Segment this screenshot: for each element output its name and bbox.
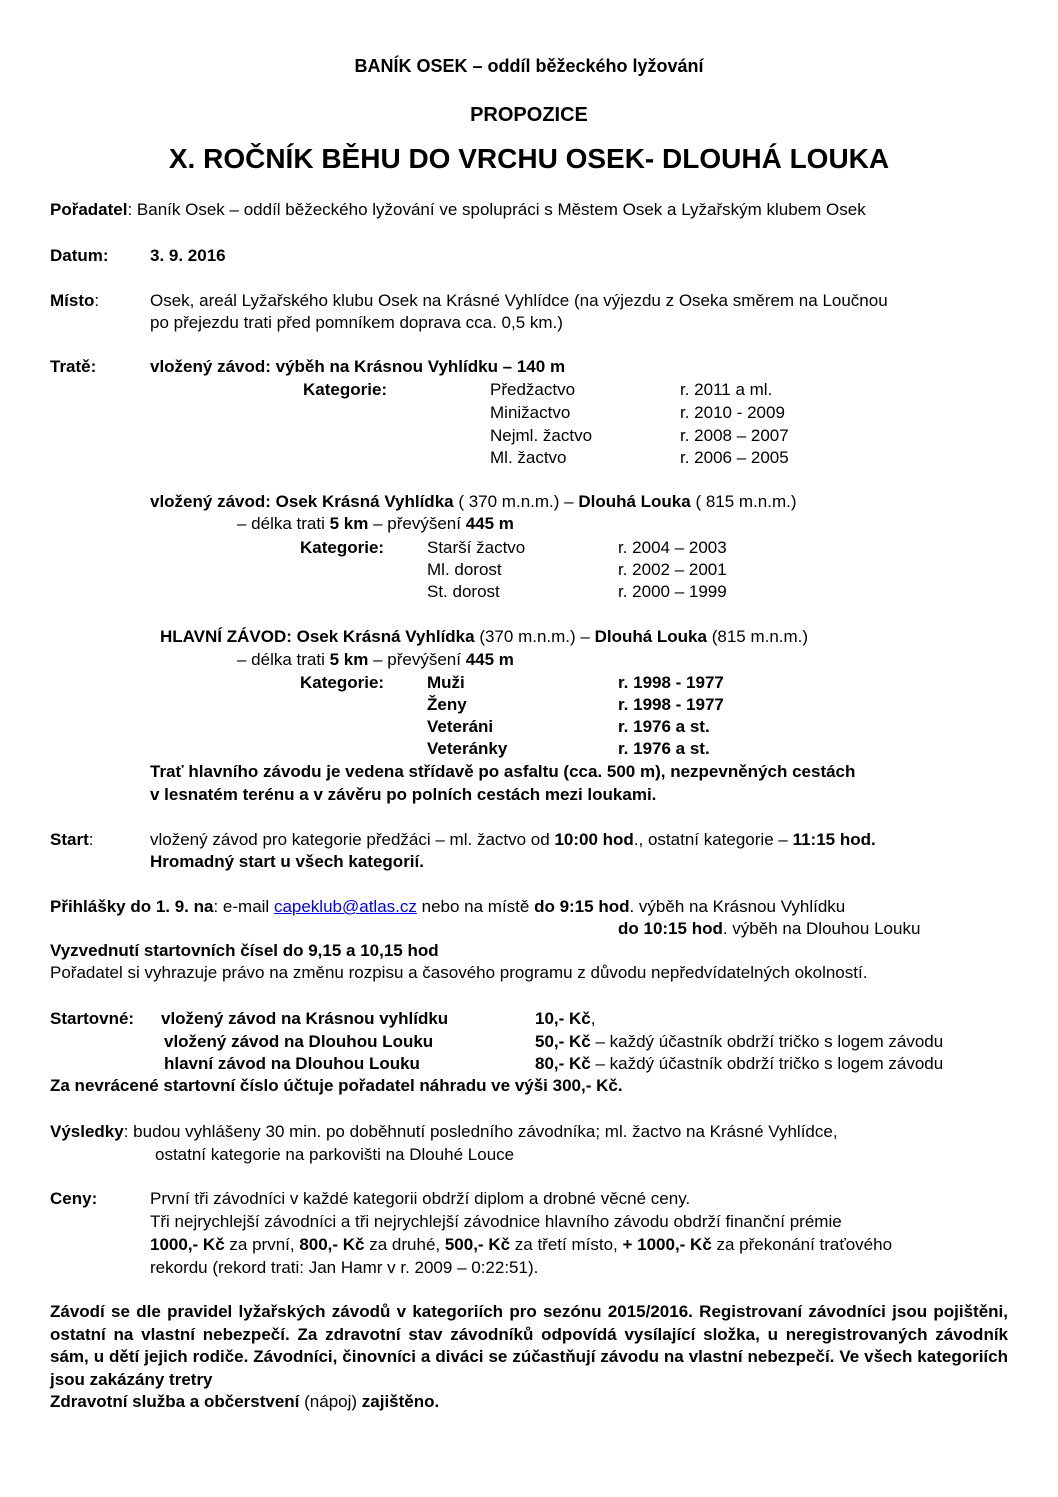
race3-category-label: Kategorie: bbox=[300, 673, 385, 692]
place-label: Místo bbox=[50, 291, 95, 310]
fee-price: 10,- Kč bbox=[535, 1009, 591, 1028]
start-text-a: vložený závod pro kategorie předžáci – ml. žactvo od bbox=[150, 830, 555, 849]
fee-name: vložený závod na Krásnou vyhlídku bbox=[161, 1009, 449, 1028]
race3-title-c: Dlouhá Louka bbox=[594, 627, 707, 646]
results-line-1 bbox=[50, 1121, 838, 1143]
registration-line-1 bbox=[50, 896, 845, 918]
number-pickup: Vyzvednutí startovních čísel do 9,15 a 10,15 hod bbox=[50, 941, 439, 960]
start-line-1 bbox=[150, 829, 876, 851]
race3-spec bbox=[237, 649, 514, 671]
results-label: Výsledky bbox=[50, 1122, 124, 1141]
start-time-2: 11:15 hod. bbox=[792, 830, 876, 849]
prizes-label: Ceny: bbox=[50, 1189, 98, 1208]
race3-category-years: r. 1998 - 1977 bbox=[618, 673, 724, 692]
start-label: Start bbox=[50, 830, 89, 849]
prizes-line-1: První tři závodníci v každé kategorii obdrží diplom a drobné věcné ceny. bbox=[150, 1189, 691, 1208]
registration-text-b: nebo na místě bbox=[416, 897, 535, 916]
race1-category-years: r. 2011 a ml. bbox=[680, 380, 773, 399]
race1-category-years: r. 2008 – 2007 bbox=[680, 426, 789, 445]
race3-category-name: Muži bbox=[427, 673, 465, 692]
race3-spec-d: 445 m bbox=[465, 650, 514, 669]
prize-amount: 1000,- Kč bbox=[150, 1235, 225, 1254]
results-text-1: : budou vyhlášeny 30 min. po doběhnutí posledního závodníka; ml. žactvo na Krásné Vyhlídce, bbox=[123, 1122, 838, 1141]
prize-text: za druhé, bbox=[364, 1235, 445, 1254]
race3-category-name: Ženy bbox=[427, 695, 467, 714]
race2-spec-d: 445 m bbox=[465, 514, 514, 533]
race2-category-name: St. dorost bbox=[427, 582, 500, 601]
fee-note: – každý účastník obdrží tričko s logem závodu bbox=[590, 1032, 944, 1051]
registration-label: Přihlášky do 1. 9. na bbox=[50, 897, 214, 916]
race2-title-d: ( 815 m.n.m.) bbox=[690, 492, 797, 511]
race2-spec bbox=[237, 513, 514, 535]
start-label-row bbox=[50, 829, 93, 851]
rules-paragraph bbox=[50, 1301, 1008, 1414]
prize-amount: 500,- Kč bbox=[444, 1235, 511, 1254]
race3-spec-b: 5 km bbox=[329, 650, 369, 669]
date-label: Datum: bbox=[50, 246, 109, 265]
race3-category-years: r. 1976 a st. bbox=[618, 739, 710, 758]
fee-row bbox=[535, 1053, 943, 1075]
place-colon: : bbox=[94, 291, 100, 310]
registration-text-f: . výběh na Dlouhou Louku bbox=[722, 919, 921, 938]
fee-name: vložený závod na Dlouhou Louku bbox=[164, 1032, 434, 1051]
rules-health-text: Zdravotní služba a občerstvení bbox=[50, 1392, 305, 1411]
race2-category-years: r. 2004 – 2003 bbox=[618, 538, 727, 557]
race1-category-name: Předžactvo bbox=[490, 380, 576, 399]
start-line-2: Hromadný start u všech kategorií. bbox=[150, 852, 424, 871]
email-link[interactable]: capeklub@atlas.cz bbox=[273, 897, 417, 916]
start-colon: : bbox=[88, 830, 94, 849]
prize-amount: 800,- Kč bbox=[299, 1235, 365, 1254]
rules-drink-note: (nápoj) bbox=[304, 1392, 358, 1411]
race3-title-a: HLAVNÍ ZÁVOD: Osek Krásná Vyhlídka bbox=[160, 627, 475, 646]
race3-spec-a: – délka trati bbox=[237, 650, 330, 669]
prizes-line-2: Tři nejrychlejší závodníci a tři nejrychlejší závodnice hlavního závodu obdrží finanční prémie bbox=[150, 1212, 842, 1231]
race2-title bbox=[150, 491, 797, 513]
race2-category-name: Starší žactvo bbox=[427, 538, 526, 557]
organizer-text: : Baník Osek – oddíl běžeckého lyžování ve spolupráci s Městem Osek a Lyžařským klubem Osek bbox=[127, 200, 866, 219]
organizer-row bbox=[50, 199, 866, 221]
fee-row bbox=[535, 1008, 595, 1030]
document-title: X. ROČNÍK BĚHU DO VRCHU OSEK- DLOUHÁ LOUKA bbox=[168, 143, 890, 174]
prize-amount: + 1000,- Kč bbox=[622, 1235, 712, 1254]
race1-title: vložený závod: výběh na Krásnou Vyhlídku – 140 m bbox=[150, 357, 566, 376]
race3-title-d: (815 m.n.m.) bbox=[706, 627, 809, 646]
race2-spec-c: – převýšení bbox=[368, 514, 466, 533]
prize-text: za první, bbox=[224, 1235, 300, 1254]
date-value: 3. 9. 2016 bbox=[150, 246, 226, 265]
rules-end-text: zajištěno. bbox=[357, 1392, 440, 1411]
prizes-line-4: rekordu (rekord trati: Jan Hamr v r. 2009 – 0:22:51). bbox=[150, 1258, 539, 1277]
race3-category-name: Veteráni bbox=[427, 717, 494, 736]
race3-category-name: Veteránky bbox=[427, 739, 508, 758]
race3-title-b: (370 m.n.m.) – bbox=[474, 627, 595, 646]
prize-text: za překonání traťového bbox=[711, 1235, 893, 1254]
organizer-reserve: Pořadatel si vyhrazuje právo na změnu rozpisu a časového programu z důvodu nepředvídatelných okolností. bbox=[50, 963, 868, 982]
race2-title-c: Dlouhá Louka bbox=[578, 492, 691, 511]
race3-title bbox=[160, 626, 808, 648]
race1-category-label: Kategorie: bbox=[303, 380, 388, 399]
fee-penalty: Za nevrácené startovní číslo účtuje pořadatel náhradu ve výši 300,- Kč. bbox=[50, 1076, 623, 1095]
fee-note: , bbox=[590, 1009, 596, 1028]
race3-note-line-2: v lesnatém terénu a v závěru po polních cestách mezi loukami. bbox=[150, 785, 657, 804]
fee-price: 80,- Kč bbox=[535, 1054, 591, 1073]
place-line-1: Osek, areál Lyžařského klubu Osek na Krásné Vyhlídce (na výjezdu z Oseka směrem na Loučnou bbox=[150, 291, 888, 310]
fee-price: 50,- Kč bbox=[535, 1032, 591, 1051]
race3-category-years: r. 1976 a st. bbox=[618, 717, 710, 736]
prizes-line-3 bbox=[150, 1234, 892, 1256]
race1-category-years: r. 2010 - 2009 bbox=[680, 403, 785, 422]
place-line-2: po přejezdu trati před pomníkem doprava cca. 0,5 km.) bbox=[150, 313, 563, 332]
race2-category-name: Ml. dorost bbox=[427, 560, 502, 579]
fee-note: – každý účastník obdrží tričko s logem závodu bbox=[590, 1054, 944, 1073]
registration-line-2 bbox=[618, 918, 920, 940]
race1-category-years: r. 2006 – 2005 bbox=[680, 448, 789, 467]
organizer-label: Pořadatel bbox=[50, 200, 128, 219]
fee-name: hlavní závod na Dlouhou Louku bbox=[164, 1054, 420, 1073]
club-name: BANÍK OSEK – oddíl běžeckého lyžování bbox=[354, 56, 704, 76]
registration-deadline-1: do 9:15 hod bbox=[534, 897, 630, 916]
race2-category-label: Kategorie: bbox=[300, 538, 385, 557]
race2-spec-a: – délka trati bbox=[237, 514, 330, 533]
race1-category-name: Nejml. žactvo bbox=[490, 426, 593, 445]
fee-row bbox=[535, 1031, 943, 1053]
race2-title-a: vložený závod: Osek Krásná Vyhlídka bbox=[150, 492, 454, 511]
registration-text-a: : e-mail bbox=[213, 897, 274, 916]
results-line-2: ostatní kategorie na parkovišti na Dlouhé Louce bbox=[155, 1145, 515, 1164]
race2-category-years: r. 2000 – 1999 bbox=[618, 582, 727, 601]
place-label-row bbox=[50, 290, 99, 312]
race3-note-line-1: Trať hlavního závodu je vedena střídavě po asfaltu (cca. 500 m), nezpevněných cestách bbox=[150, 762, 856, 781]
race2-spec-b: 5 km bbox=[329, 514, 369, 533]
start-text-c: ., ostatní kategorie – bbox=[633, 830, 793, 849]
tracks-label: Tratě: bbox=[50, 357, 97, 376]
document-type: PROPOZICE bbox=[470, 104, 588, 126]
start-time-1: 10:00 hod bbox=[554, 830, 634, 849]
race2-title-b: ( 370 m.n.m.) – bbox=[453, 492, 579, 511]
race1-category-name: Minižactvo bbox=[490, 403, 571, 422]
race2-category-years: r. 2002 – 2001 bbox=[618, 560, 727, 579]
race3-spec-c: – převýšení bbox=[368, 650, 466, 669]
registration-text-d: . výběh na Krásnou Vyhlídku bbox=[629, 897, 846, 916]
prize-text: za třetí místo, bbox=[510, 1235, 623, 1254]
rules-text: Závodí se dle pravidel lyžařských závodů v kategoriích pro sezónu 2015/2016. Registrovaní závodníci jsou pojištěni, ostatní na vlastní nebezpečí. Za zdravotní stav závodníků odpovídá vysílající složka, u neregistrovaných závodník sám, u dětí jejich rodiče. Závodníci, činovníci a diváci se zúčastňují závodu na vlastní nebezpečí. Ve všech kategoriích jsou zakázány tretry bbox=[50, 1302, 1008, 1389]
fees-label: Startovné: bbox=[50, 1009, 135, 1028]
race3-category-years: r. 1998 - 1977 bbox=[618, 695, 724, 714]
registration-deadline-2: do 10:15 hod bbox=[618, 919, 723, 938]
race1-category-name: Ml. žactvo bbox=[490, 448, 567, 467]
